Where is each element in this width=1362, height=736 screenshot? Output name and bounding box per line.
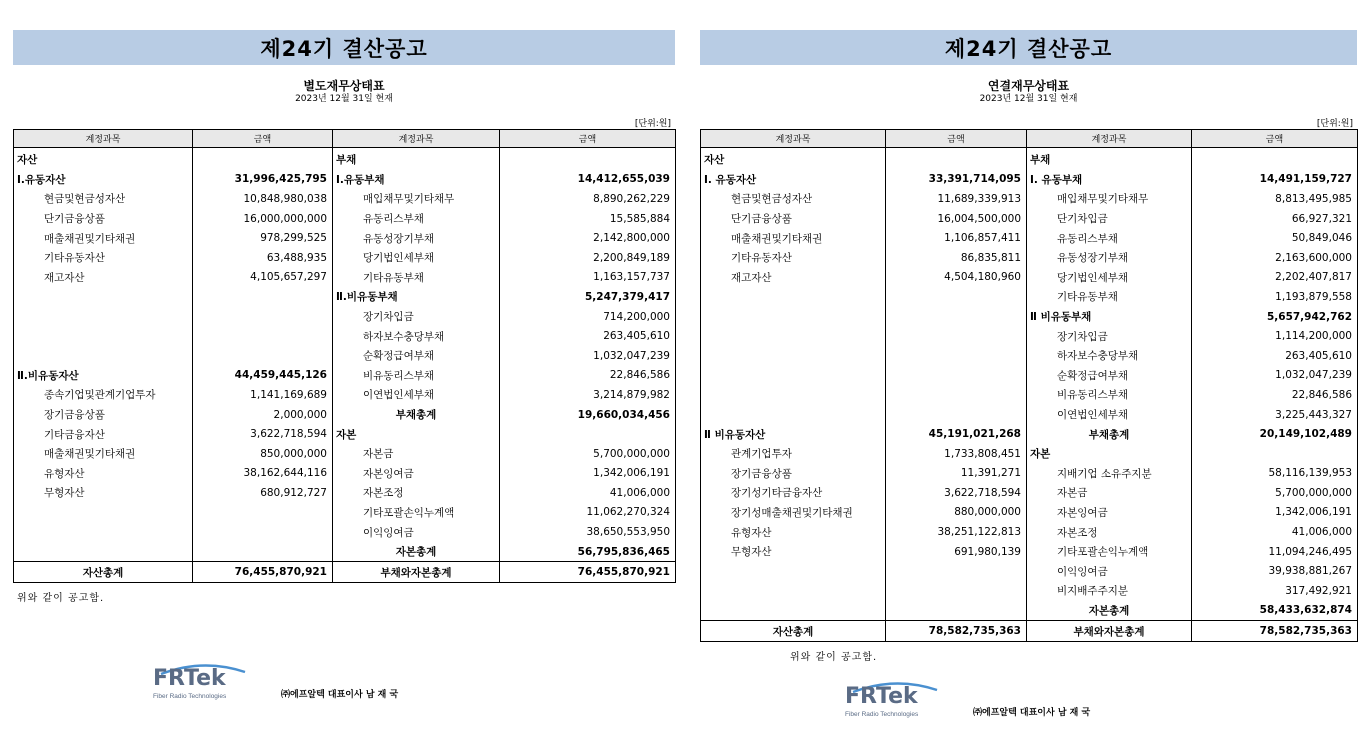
account-cell: 하자보수충당부채 xyxy=(1027,346,1192,366)
amount-cell xyxy=(886,385,1027,405)
amount-cell: 58,116,139,953 xyxy=(1268,467,1352,480)
account-cell: 무형자산 xyxy=(14,483,193,503)
account-cell: 유동리스부채 xyxy=(333,209,500,229)
representative-name: ㈜에프알텍 대표이사 남 재 국 xyxy=(281,690,399,700)
representative-name: ㈜에프알텍 대표이사 남 재 국 xyxy=(973,708,1091,718)
amount-cell: 8,890,262,229 xyxy=(593,192,670,205)
table-row xyxy=(701,424,1358,444)
amount-cell xyxy=(886,366,1027,386)
account-cell xyxy=(701,346,886,366)
table-row xyxy=(701,503,1358,523)
amount-cell xyxy=(886,346,1027,366)
amount-cell: 56,795,836,465 xyxy=(577,545,670,558)
account-cell: 기타금융자산 xyxy=(14,424,193,444)
amount-cell: 317,492,921 xyxy=(1285,584,1352,597)
amount-cell: 2,142,800,000 xyxy=(593,232,670,245)
account-cell: 자산 xyxy=(14,148,193,170)
amount-cell: 5,700,000,000 xyxy=(1275,486,1352,499)
amount-cell: 58,433,632,874 xyxy=(1259,604,1352,617)
announcement-note: 위와 같이 공고함. xyxy=(790,651,878,663)
amount-cell: 44,459,445,126 xyxy=(193,366,333,386)
account-cell: 자본잉여금 xyxy=(333,464,500,484)
amount-cell: 263,405,610 xyxy=(1285,349,1352,362)
table-row xyxy=(14,248,676,268)
amount-cell: 3,225,443,327 xyxy=(1275,408,1352,421)
account-cell xyxy=(701,385,886,405)
account-cell: 매출채권및기타채권 xyxy=(14,228,193,248)
account-cell: 장기차입금 xyxy=(333,307,500,327)
table-row xyxy=(701,346,1358,366)
account-cell: 자본금 xyxy=(333,444,500,464)
amount-cell: 714,200,000 xyxy=(603,310,670,323)
table-row xyxy=(701,268,1358,288)
amount-cell xyxy=(886,581,1027,601)
account-cell: 부채 xyxy=(333,148,500,170)
amount-cell: 5,657,942,762 xyxy=(1266,310,1352,323)
header-account: 계정과목 xyxy=(1027,130,1192,148)
account-cell: 장기금융상품 xyxy=(14,405,193,425)
account-cell: 재고자산 xyxy=(14,268,193,288)
amount-cell: 2,202,407,817 xyxy=(1275,271,1352,284)
table-header-row xyxy=(14,130,676,148)
account-cell: 장기성매출채권및기타채권 xyxy=(701,503,886,523)
total-row xyxy=(701,621,1358,642)
amount-cell xyxy=(193,542,333,562)
account-cell: 자본금 xyxy=(1027,483,1192,503)
announcement-title: 제24기 결산공고 xyxy=(700,30,1357,65)
account-cell: 단기차입금 xyxy=(1027,209,1192,229)
table-row xyxy=(14,170,676,190)
account-cell: 매입채무및기타채무 xyxy=(333,189,500,209)
account-cell: Ⅰ. 유동자산 xyxy=(701,170,886,190)
amount-cell xyxy=(886,326,1027,346)
account-cell: 비유동리스부채 xyxy=(1027,385,1192,405)
amount-cell xyxy=(500,424,676,444)
account-cell xyxy=(14,346,193,366)
amount-cell: 38,251,122,813 xyxy=(886,522,1027,542)
statement-date: 2023년 12월 31일 현재 xyxy=(295,94,393,104)
account-cell xyxy=(14,503,193,523)
table-row xyxy=(14,268,676,288)
amount-cell: 1,342,006,191 xyxy=(1275,506,1352,519)
account-cell xyxy=(701,366,886,386)
amount-cell xyxy=(886,601,1027,621)
account-cell: 부채총계 xyxy=(1027,424,1192,444)
amount-cell: 19,660,034,456 xyxy=(577,408,670,421)
account-cell xyxy=(701,307,886,327)
amount-cell: 31,996,425,795 xyxy=(193,170,333,190)
header-amount: 금액 xyxy=(1192,130,1358,148)
amount-cell xyxy=(193,287,333,307)
amount-cell: 14,412,655,039 xyxy=(577,173,670,186)
account-cell: 이익잉여금 xyxy=(333,522,500,542)
account-cell: 기타포괄손익누계액 xyxy=(1027,542,1192,562)
announcement-title: 제24기 결산공고 xyxy=(13,30,675,65)
account-cell xyxy=(14,542,193,562)
company-logo xyxy=(845,678,945,724)
table-row xyxy=(14,522,676,542)
consolidated-statement-panel xyxy=(700,30,1357,663)
account-cell: 자산총계 xyxy=(14,562,193,583)
amount-cell: 38,162,644,116 xyxy=(193,464,333,484)
table-row xyxy=(14,424,676,444)
amount-cell: 76,455,870,921 xyxy=(193,562,333,583)
account-cell: Ⅰ.유동부채 xyxy=(333,170,500,190)
table-row xyxy=(14,405,676,425)
amount-cell: 263,405,610 xyxy=(603,330,670,343)
table-row xyxy=(701,542,1358,562)
account-cell: 당기법인세부채 xyxy=(333,248,500,268)
account-cell: 부채와자본총계 xyxy=(1027,621,1192,642)
account-cell: 자본조정 xyxy=(1027,522,1192,542)
amount-cell: 15,585,884 xyxy=(609,212,670,225)
unit-label: [단위:원] xyxy=(634,119,671,129)
amount-cell: 3,622,718,594 xyxy=(886,483,1027,503)
table-row xyxy=(701,326,1358,346)
account-cell: Ⅰ. 유동부채 xyxy=(1027,170,1192,190)
account-cell xyxy=(701,581,886,601)
account-cell: 자본잉여금 xyxy=(1027,503,1192,523)
statement-date: 2023년 12월 31일 현재 xyxy=(979,94,1078,104)
amount-cell: 1,193,879,558 xyxy=(1275,290,1352,303)
amount-cell: 33,391,714,095 xyxy=(886,170,1027,190)
account-cell: 기타유동자산 xyxy=(701,248,886,268)
amount-cell xyxy=(193,307,333,327)
table-row xyxy=(701,464,1358,484)
table-header-row xyxy=(701,130,1358,148)
account-cell xyxy=(701,601,886,621)
table-row xyxy=(701,405,1358,425)
amount-cell: 691,980,139 xyxy=(886,542,1027,562)
table-row xyxy=(701,522,1358,542)
amount-cell: 1,032,047,239 xyxy=(593,349,670,362)
logo-tagline: Fiber Radio Technologies xyxy=(153,693,227,700)
account-cell: 이익잉여금 xyxy=(1027,561,1192,581)
amount-cell: 1,106,857,411 xyxy=(886,228,1027,248)
account-cell: 단기금융상품 xyxy=(14,209,193,229)
table-row xyxy=(701,561,1358,581)
amount-cell: 4,105,657,297 xyxy=(193,268,333,288)
amount-cell: 50,849,046 xyxy=(1291,232,1352,245)
account-cell: 자본 xyxy=(333,424,500,444)
amount-cell: 10,848,980,038 xyxy=(193,189,333,209)
table-row xyxy=(701,601,1358,621)
account-cell: 유동리스부채 xyxy=(1027,228,1192,248)
amount-cell: 16,004,500,000 xyxy=(886,209,1027,229)
amount-cell: 11,689,339,913 xyxy=(886,189,1027,209)
account-cell: 현금및현금성자산 xyxy=(14,189,193,209)
table-row xyxy=(701,385,1358,405)
table-row xyxy=(14,228,676,248)
announcement-note: 위와 같이 공고함. xyxy=(17,593,105,605)
total-row xyxy=(14,562,676,583)
amount-cell: 66,927,321 xyxy=(1291,212,1352,225)
table-row xyxy=(701,366,1358,386)
amount-cell: 5,700,000,000 xyxy=(593,447,670,460)
table-row xyxy=(14,503,676,523)
amount-cell xyxy=(193,148,333,170)
account-cell xyxy=(14,522,193,542)
logo-wordmark: FRTek xyxy=(845,684,918,709)
account-cell: 기타유동자산 xyxy=(14,248,193,268)
amount-cell: 1,733,808,451 xyxy=(886,444,1027,464)
account-cell: 매출채권및기타채권 xyxy=(701,228,886,248)
amount-cell: 4,504,180,960 xyxy=(886,268,1027,288)
amount-cell: 41,006,000 xyxy=(609,486,670,499)
amount-cell xyxy=(193,346,333,366)
account-cell xyxy=(14,307,193,327)
amount-cell: 11,094,246,495 xyxy=(1268,545,1352,558)
amount-cell: 1,141,169,689 xyxy=(193,385,333,405)
account-cell: 매출채권및기타채권 xyxy=(14,444,193,464)
table-row xyxy=(701,287,1358,307)
amount-cell: 1,163,157,737 xyxy=(593,271,670,284)
separate-statement-panel xyxy=(13,30,675,604)
account-cell: 유형자산 xyxy=(14,464,193,484)
amount-cell: 8,813,495,985 xyxy=(1275,192,1352,205)
amount-cell: 2,163,600,000 xyxy=(1275,251,1352,264)
account-cell: 현금및현금성자산 xyxy=(701,189,886,209)
balance-sheet-table xyxy=(700,129,1358,642)
amount-cell xyxy=(193,503,333,523)
account-cell: Ⅱ.비유동부채 xyxy=(333,287,500,307)
amount-cell: 1,032,047,239 xyxy=(1275,369,1352,382)
account-cell: 장기차입금 xyxy=(1027,326,1192,346)
logo-tagline: Fiber Radio Technologies xyxy=(845,711,919,718)
account-cell xyxy=(701,287,886,307)
account-cell: 순확정급여부채 xyxy=(333,346,500,366)
account-cell: 비지배주주지분 xyxy=(1027,581,1192,601)
table-row xyxy=(14,542,676,562)
account-cell: 장기금융상품 xyxy=(701,464,886,484)
amount-cell: 38,650,553,950 xyxy=(586,526,670,539)
table-row xyxy=(14,209,676,229)
account-cell xyxy=(14,326,193,346)
amount-cell: 5,247,379,417 xyxy=(584,290,670,303)
amount-cell: 16,000,000,000 xyxy=(193,209,333,229)
table-row xyxy=(14,346,676,366)
amount-cell: 850,000,000 xyxy=(193,444,333,464)
account-cell: 기타유동부채 xyxy=(1027,287,1192,307)
table-row xyxy=(14,189,676,209)
table-row xyxy=(701,228,1358,248)
table-row xyxy=(701,444,1358,464)
table-row xyxy=(14,307,676,327)
table-row xyxy=(701,248,1358,268)
amount-cell: 86,835,811 xyxy=(886,248,1027,268)
account-cell xyxy=(701,405,886,425)
table-row xyxy=(701,307,1358,327)
table-row xyxy=(701,209,1358,229)
amount-cell: 78,582,735,363 xyxy=(1192,621,1358,642)
table-row xyxy=(14,287,676,307)
amount-cell: 20,149,102,489 xyxy=(1259,428,1352,441)
header-account: 계정과목 xyxy=(14,130,193,148)
account-cell: 자본 xyxy=(1027,444,1192,464)
account-cell: Ⅱ 비유동부채 xyxy=(1027,307,1192,327)
header-amount: 금액 xyxy=(886,130,1027,148)
amount-cell: 2,000,000 xyxy=(193,405,333,425)
company-logo xyxy=(153,660,253,706)
table-row xyxy=(14,366,676,386)
account-cell: 부채총계 xyxy=(333,405,500,425)
amount-cell xyxy=(193,326,333,346)
account-cell: 부채와자본총계 xyxy=(333,562,500,583)
statement-title: 별도재무상태표 xyxy=(303,79,385,93)
amount-cell xyxy=(1192,148,1358,170)
account-cell: 유형자산 xyxy=(701,522,886,542)
table-row xyxy=(701,483,1358,503)
table-row xyxy=(14,326,676,346)
table-row xyxy=(701,189,1358,209)
signature-block xyxy=(153,660,398,706)
account-cell: 관계기업투자 xyxy=(701,444,886,464)
amount-cell: 978,299,525 xyxy=(193,228,333,248)
amount-cell xyxy=(886,307,1027,327)
header-account: 계정과목 xyxy=(701,130,886,148)
account-cell xyxy=(701,326,886,346)
account-cell: 당기법인세부채 xyxy=(1027,268,1192,288)
unit-label: [단위:원] xyxy=(1316,119,1353,129)
header-amount: 금액 xyxy=(500,130,676,148)
table-row xyxy=(14,483,676,503)
account-cell: 지배기업 소유주지분 xyxy=(1027,464,1192,484)
amount-cell: 76,455,870,921 xyxy=(500,562,676,583)
account-cell: 이연법인세부채 xyxy=(333,385,500,405)
amount-cell xyxy=(886,287,1027,307)
account-cell: 장기성기타금융자산 xyxy=(701,483,886,503)
amount-cell xyxy=(886,405,1027,425)
account-cell: 순확정급여부채 xyxy=(1027,366,1192,386)
amount-cell xyxy=(886,148,1027,170)
amount-cell: 11,391,271 xyxy=(886,464,1027,484)
header-amount: 금액 xyxy=(193,130,333,148)
account-cell: 유동성장기부채 xyxy=(333,228,500,248)
amount-cell xyxy=(193,522,333,542)
table-row xyxy=(14,148,676,170)
signature-block xyxy=(845,678,1090,724)
account-cell: 유동성장기부채 xyxy=(1027,248,1192,268)
account-cell: Ⅰ.유동자산 xyxy=(14,170,193,190)
amount-cell: 45,191,021,268 xyxy=(886,424,1027,444)
amount-cell: 880,000,000 xyxy=(886,503,1027,523)
account-cell: 재고자산 xyxy=(701,268,886,288)
amount-cell: 14,491,159,727 xyxy=(1259,173,1352,186)
account-cell: 하자보수충당부채 xyxy=(333,326,500,346)
logo-wordmark: FRTek xyxy=(153,666,226,691)
account-cell: 자본총계 xyxy=(333,542,500,562)
amount-cell: 11,062,270,324 xyxy=(586,506,670,519)
amount-cell: 2,200,849,189 xyxy=(593,251,670,264)
account-cell: 부채 xyxy=(1027,148,1192,170)
account-cell: Ⅱ.비유동자산 xyxy=(14,366,193,386)
amount-cell: 1,342,006,191 xyxy=(593,467,670,480)
account-cell: Ⅱ 비유동자산 xyxy=(701,424,886,444)
amount-cell: 39,938,881,267 xyxy=(1268,565,1352,578)
account-cell: 단기금융상품 xyxy=(701,209,886,229)
account-cell: 종속기업및관계기업투자 xyxy=(14,385,193,405)
amount-cell: 63,488,935 xyxy=(193,248,333,268)
account-cell: 자산 xyxy=(701,148,886,170)
account-cell: 매입채무및기타채무 xyxy=(1027,189,1192,209)
account-cell: 무형자산 xyxy=(701,542,886,562)
table-row xyxy=(14,464,676,484)
header-account: 계정과목 xyxy=(333,130,500,148)
amount-cell: 41,006,000 xyxy=(1291,526,1352,539)
amount-cell: 22,846,586 xyxy=(609,369,670,382)
amount-cell: 1,114,200,000 xyxy=(1275,330,1352,343)
account-cell: 자본총계 xyxy=(1027,601,1192,621)
amount-cell xyxy=(1192,444,1358,464)
account-cell: 자본조정 xyxy=(333,483,500,503)
table-row xyxy=(14,385,676,405)
account-cell: 기타유동부채 xyxy=(333,268,500,288)
table-row xyxy=(14,444,676,464)
account-cell: 자산총계 xyxy=(701,621,886,642)
amount-cell xyxy=(886,561,1027,581)
amount-cell xyxy=(500,148,676,170)
table-row xyxy=(701,581,1358,601)
amount-cell: 3,622,718,594 xyxy=(193,424,333,444)
balance-sheet-table xyxy=(13,129,676,583)
account-cell: 이연법인세부채 xyxy=(1027,405,1192,425)
amount-cell: 680,912,727 xyxy=(193,483,333,503)
account-cell: 비유동리스부채 xyxy=(333,366,500,386)
account-cell xyxy=(701,561,886,581)
amount-cell: 78,582,735,363 xyxy=(886,621,1027,642)
account-cell: 기타포괄손익누계액 xyxy=(333,503,500,523)
table-row xyxy=(701,170,1358,190)
statement-title: 연결재무상태표 xyxy=(987,79,1070,93)
table-row xyxy=(701,148,1358,170)
amount-cell: 22,846,586 xyxy=(1291,388,1352,401)
account-cell xyxy=(14,287,193,307)
amount-cell: 3,214,879,982 xyxy=(593,388,670,401)
